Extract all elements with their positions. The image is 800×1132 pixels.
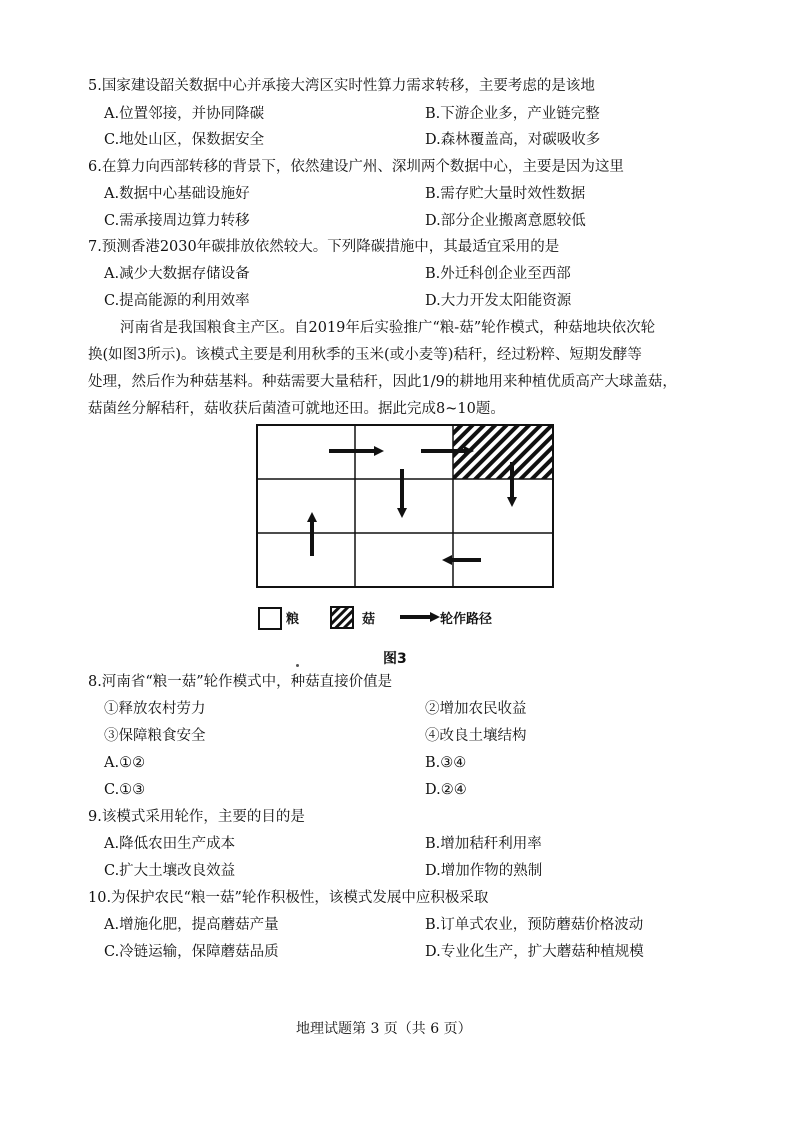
q6-option-c: C.需承接周边算力转移 bbox=[104, 213, 250, 229]
q8-item-1: ①释放农村劳力 bbox=[104, 701, 206, 717]
q6-stem: 6.在算力向西部转移的背景下，依然建设广州、深圳两个数据中心，主要是因为这里 bbox=[88, 159, 624, 175]
q10-option-b: B.订单式农业，预防蘑菇价格波动 bbox=[425, 917, 644, 933]
q9-option-a: A.降低农田生产成本 bbox=[104, 836, 236, 852]
q5-option-d: D.森林覆盖高，对碳吸收多 bbox=[425, 132, 601, 148]
q8-stem: 8.河南省“粮一菇”轮作模式中，种菇直接价值是 bbox=[88, 674, 393, 690]
mushroom-legend-label: 菇 bbox=[362, 612, 376, 627]
q7-stem: 7.预测香港2030年碳排放依然较大。下列降碳措施中，其最适宜采用的是 bbox=[88, 239, 560, 255]
q6-option-a: A.数据中心基础设施好 bbox=[104, 186, 250, 202]
q9-option-d: D.增加作物的熟制 bbox=[425, 863, 543, 879]
path-legend-label: 轮作路径 bbox=[440, 612, 493, 627]
passage-line-2: 换(如图3所示)。该模式主要是利用秋季的玉米(或小麦等)秸秆，经过粉粹、短期发酵等 bbox=[88, 347, 642, 363]
q8-option-b: B.③④ bbox=[425, 755, 467, 771]
passage-line-4: 菇菌丝分解秸秆，菇收获后菌渣可就地还田。据此完成8~10题。 bbox=[88, 401, 505, 417]
q10-stem: 10.为保护农民“粮一菇”轮作积极性，该模式发展中应积极采取 bbox=[88, 890, 489, 906]
arrow-down-1 bbox=[397, 469, 407, 518]
q8-item-4: ④改良土壤结构 bbox=[425, 728, 527, 744]
grain-legend-swatch bbox=[258, 607, 282, 630]
path-legend-arrow-icon bbox=[400, 610, 440, 624]
q5-stem: 5.国家建设韶关数据中心并承接大湾区实时性算力需求转移，主要考虑的是该地 bbox=[88, 78, 595, 94]
passage-line-3: 处理，然后作为种菇基料。种菇需要大量秸秆，因此1/9的耕地用来种植优质高产大球盖菇， bbox=[88, 374, 677, 390]
mushroom-legend-swatch bbox=[330, 606, 354, 629]
q10-option-d: D.专业化生产，扩大蘑菇种植规模 bbox=[425, 944, 644, 960]
q7-option-d: D.大力开发太阳能资源 bbox=[425, 293, 572, 309]
grain-legend-label: 粮 bbox=[286, 612, 300, 627]
page-footer: 地理试题第 3 页（共 6 页） bbox=[296, 1021, 472, 1037]
q7-option-c: C.提高能源的利用效率 bbox=[104, 293, 250, 309]
q7-option-a: A.减少大数据存储设备 bbox=[104, 266, 250, 282]
q8-option-d: D.②④ bbox=[425, 782, 467, 798]
passage-line-1: 河南省是我国粮食主产区。自2019年后实验推广“粮-菇”轮作模式，种菇地块依次轮 bbox=[120, 320, 656, 336]
q8-option-a: A.①② bbox=[104, 755, 146, 771]
q8-item-2: ②增加农民收益 bbox=[425, 701, 527, 717]
arrow-right-1 bbox=[329, 446, 384, 456]
figure-caption: 图3 bbox=[383, 651, 407, 667]
rotation-grid-figure bbox=[256, 424, 556, 589]
arrow-up bbox=[307, 512, 317, 556]
q5-option-b: B.下游企业多，产业链完整 bbox=[425, 106, 600, 122]
arrow-left bbox=[442, 555, 481, 565]
q8-option-c: C.①③ bbox=[104, 782, 146, 798]
q7-option-b: B.外迁科创企业至西部 bbox=[425, 266, 571, 282]
q9-option-c: C.扩大土壤改良效益 bbox=[104, 863, 236, 879]
q10-option-a: A.增施化肥，提高蘑菇产量 bbox=[104, 917, 279, 933]
arrow-right-2 bbox=[421, 446, 474, 456]
q8-item-3: ③保障粮食安全 bbox=[104, 728, 206, 744]
q9-option-b: B.增加秸秆利用率 bbox=[425, 836, 542, 852]
q10-option-c: C.冷链运输，保障蘑菇品质 bbox=[104, 944, 279, 960]
stray-dot bbox=[296, 664, 299, 667]
q6-option-b: B.需存贮大量时效性数据 bbox=[425, 186, 586, 202]
q9-stem: 9.该模式采用轮作，主要的目的是 bbox=[88, 809, 305, 825]
q6-option-d: D.部分企业搬离意愿较低 bbox=[425, 213, 586, 229]
q5-option-c: C.地处山区，保数据安全 bbox=[104, 132, 265, 148]
q5-option-a: A.位置邻接，并协同降碳 bbox=[104, 106, 265, 122]
